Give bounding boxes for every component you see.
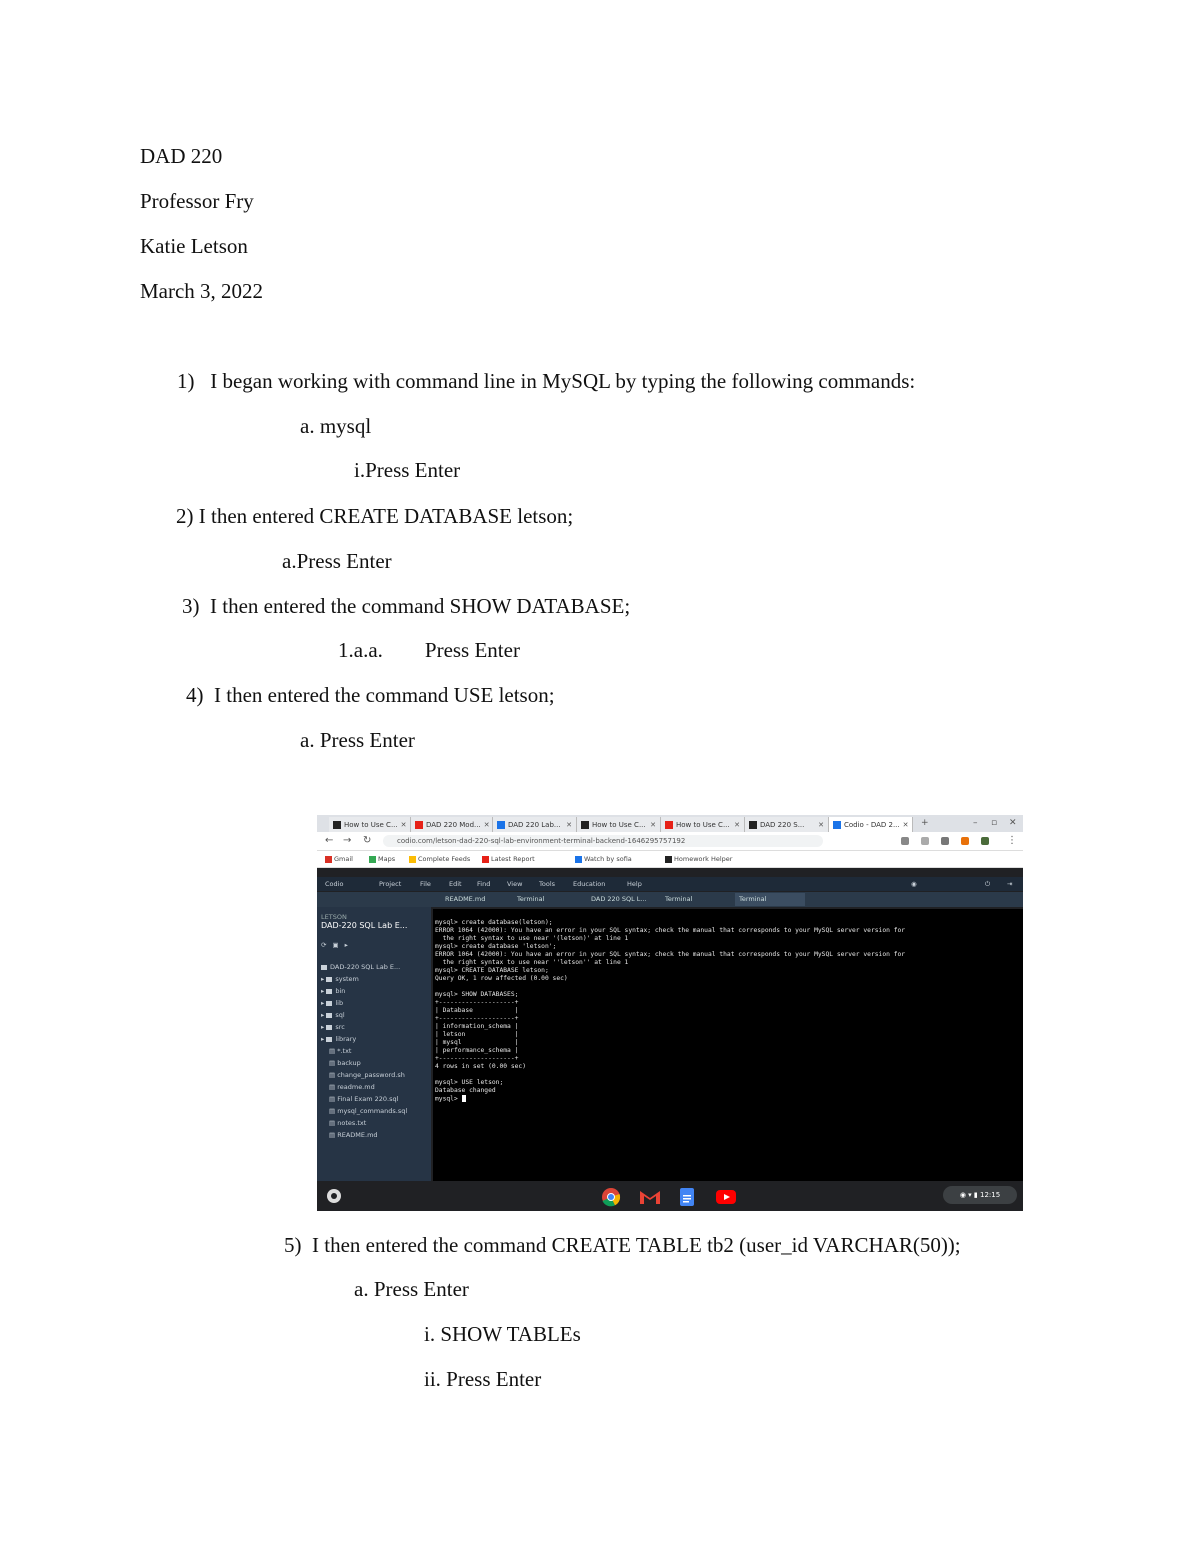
folder-icon <box>326 1037 332 1042</box>
step-1a: a. mysql <box>300 414 372 438</box>
close-icon[interactable]: ✕ <box>734 820 740 829</box>
close-icon[interactable]: ✕ <box>483 820 490 829</box>
tree-item[interactable]: ▸ sql <box>321 1011 345 1019</box>
tree-item[interactable] <box>329 1047 351 1055</box>
close-icon[interactable]: ✕ <box>902 820 909 829</box>
tree-label: Final Exam 220.sql <box>337 1095 399 1103</box>
tree-item[interactable] <box>329 1107 407 1115</box>
tree-item[interactable]: ▸ library <box>321 1035 357 1043</box>
step-5a-ii: ii. Press Enter <box>424 1367 542 1391</box>
terminal-line: mysql> SHOW DATABASES; <box>435 991 519 998</box>
close-window-icon[interactable]: ✕ <box>1009 818 1017 828</box>
maximize-icon[interactable]: ▫ <box>991 818 998 828</box>
folder-icon <box>326 977 332 982</box>
step-3: 3) I then entered the command SHOW DATABASE; <box>182 594 631 618</box>
codio-icon <box>333 821 341 829</box>
terminal-line: mysql> CREATE DATABASE letson; <box>435 967 549 974</box>
address-bar-row <box>317 832 1023 851</box>
logout-icon[interactable]: ⇥ <box>1007 880 1013 888</box>
bookmark[interactable] <box>325 855 353 863</box>
bookmark-label: Latest Report <box>491 855 535 863</box>
terminal-line: +--------------------+ <box>435 1055 519 1062</box>
terminal-line: +--------------------+ <box>435 1015 519 1022</box>
tree-item[interactable] <box>329 1059 361 1067</box>
file-icon: ▤ <box>329 1047 338 1055</box>
ide-tab[interactable]: Terminal <box>513 893 548 906</box>
tree-label: change_password.sh <box>337 1071 405 1079</box>
browser-tab-active[interactable] <box>829 817 913 832</box>
terminal-line: the right syntax to use near '(letson)' at line 1 <box>435 935 629 942</box>
tree-label: bin <box>335 987 346 995</box>
document-date: March 3, 2022 <box>140 279 264 303</box>
file-icon: ▤ <box>329 1059 338 1067</box>
close-icon[interactable]: ✕ <box>566 820 572 829</box>
terminal-line: 4 rows in set (0.00 sec) <box>435 1063 526 1070</box>
browser-tab-bar <box>317 815 1023 832</box>
tree-label: library <box>335 1035 357 1043</box>
menu-item[interactable]: Edit <box>449 880 462 888</box>
step-5a-i: i. SHOW TABLEs <box>424 1322 581 1346</box>
tree-label: src <box>335 1023 345 1031</box>
bookmark-label: Gmail <box>334 855 353 863</box>
step-2a: a.Press Enter <box>282 549 392 573</box>
terminal-line: the right syntax to use near ''letson'' at line 1 <box>435 959 629 966</box>
folder-icon <box>326 1013 332 1018</box>
file-icon: ▤ <box>329 1095 338 1103</box>
tree-item[interactable] <box>329 1083 375 1091</box>
tree-item[interactable]: ▸ bin <box>321 987 346 995</box>
browser-tab[interactable] <box>411 817 493 832</box>
clock: 12:15 <box>979 1191 1001 1199</box>
file-tree-sidebar <box>317 907 431 1181</box>
terminal-line: | information_schema | <box>435 1023 519 1030</box>
tree-item[interactable] <box>321 963 400 971</box>
ide-tab-active[interactable]: Terminal <box>735 893 805 906</box>
menu-item[interactable]: Find <box>477 880 491 888</box>
terminal-prompt[interactable] <box>435 1095 466 1104</box>
close-icon[interactable]: ✕ <box>818 820 824 829</box>
project-label: LETSON <box>321 913 347 921</box>
extension-icon[interactable] <box>961 837 969 845</box>
codio-icon <box>749 821 757 829</box>
forward-icon[interactable]: → <box>343 835 352 846</box>
course-title: DAD 220 <box>140 144 223 168</box>
ide-menu-bar <box>317 877 1023 891</box>
extension-icon[interactable] <box>941 837 949 845</box>
ide-tab[interactable]: README.md <box>441 893 489 906</box>
tree-item[interactable] <box>329 1119 366 1127</box>
tree-item[interactable] <box>329 1131 378 1139</box>
maps-icon <box>369 856 376 863</box>
prompt-text: mysql> <box>435 1095 462 1103</box>
step-1a-i: i.Press Enter <box>354 458 461 482</box>
menu-item[interactable]: Tools <box>539 880 556 888</box>
tree-item[interactable]: ▸ lib <box>321 999 344 1007</box>
chrome-icon[interactable] <box>601 1187 621 1207</box>
tree-label: system <box>335 975 359 983</box>
terminal-line: | performance_schema | <box>435 1047 519 1054</box>
browser-tab[interactable] <box>745 817 829 832</box>
text-cursor <box>462 1095 466 1102</box>
tree-label: DAD-220 SQL Lab E... <box>330 963 401 971</box>
tree-item[interactable]: ▸ system <box>321 975 359 983</box>
project-title: DAD-220 SQL Lab E... <box>321 921 408 930</box>
bookmark[interactable] <box>482 855 535 863</box>
tab-label: How to Use C... <box>592 820 646 829</box>
bookmark-icon <box>575 856 582 863</box>
file-icon: ▤ <box>329 1071 338 1079</box>
tab-label: DAD 220 S... <box>760 820 805 829</box>
tree-label: README.md <box>337 1131 378 1139</box>
folder-icon <box>326 1025 332 1030</box>
terminal-line: | mysql | <box>435 1039 519 1046</box>
terminal-line: ERROR 1064 (42000): You have an error in your SQL syntax; check the manual that corresponds to your MySQL server version for <box>435 927 906 934</box>
file-icon: ▤ <box>329 1131 338 1139</box>
extension-icon[interactable] <box>981 837 989 845</box>
site-icon <box>833 821 841 829</box>
url-input[interactable]: codio.com/letson-dad-220-sql-lab-environment-terminal-backend-1646295757192 <box>383 835 823 847</box>
menu-item[interactable]: File <box>420 880 431 888</box>
student-name: Katie Letson <box>140 234 248 258</box>
file-icon: ▤ <box>329 1119 338 1127</box>
star-icon[interactable] <box>901 837 909 845</box>
codio-icon <box>581 821 589 829</box>
tree-item[interactable]: ▸ src <box>321 1023 345 1031</box>
terminal-line: Database changed <box>435 1087 496 1094</box>
tree-item[interactable] <box>329 1071 405 1079</box>
tree-label: sql <box>335 1011 345 1019</box>
menu-item[interactable]: Education <box>573 880 606 888</box>
step-3a: 1.a.a. Press Enter <box>338 638 520 662</box>
terminal-output[interactable] <box>433 909 1023 1181</box>
bookmark-icon <box>482 856 489 863</box>
embedded-screenshot <box>317 815 1023 1211</box>
menu-item[interactable]: Project <box>379 880 402 888</box>
back-icon[interactable]: ← <box>325 835 334 846</box>
step-5: 5) I then entered the command CREATE TABLE tb2 (user_id VARCHAR(50)); <box>284 1233 961 1257</box>
bookmark-icon <box>409 856 416 863</box>
launcher-icon[interactable] <box>327 1189 341 1203</box>
professor-name: Professor Fry <box>140 189 254 213</box>
youtube-icon <box>665 821 673 829</box>
extension-icon[interactable] <box>921 837 929 845</box>
bookmark-label: Complete Feeds <box>418 855 471 863</box>
tab-label: Codio - DAD 2... <box>844 820 900 829</box>
gmail-icon[interactable] <box>639 1189 661 1205</box>
tree-item[interactable] <box>329 1095 398 1103</box>
tab-label: DAD 220 Lab... <box>508 820 561 829</box>
tree-label: backup <box>337 1059 361 1067</box>
tab-label: DAD 220 Mod... <box>426 820 481 829</box>
gmail-icon <box>325 856 332 863</box>
step-2: 2) I then entered CREATE DATABASE letson; <box>176 504 574 528</box>
folder-icon <box>321 965 327 970</box>
tree-label: notes.txt <box>337 1119 367 1127</box>
bookmark[interactable] <box>409 855 470 863</box>
step-4a: a. Press Enter <box>300 728 415 752</box>
step-5a: a. Press Enter <box>354 1277 469 1301</box>
bookmark-label: Maps <box>378 855 396 863</box>
close-icon[interactable]: ✕ <box>400 820 407 829</box>
step-4: 4) I then entered the command USE letson; <box>186 683 555 707</box>
terminal-line: | letson | <box>435 1031 519 1038</box>
minimize-icon[interactable]: – <box>973 818 978 828</box>
youtube-icon[interactable] <box>715 1189 737 1205</box>
folder-icon <box>326 989 332 994</box>
sidebar-toolbar[interactable]: ⟳▣▸ <box>321 941 354 949</box>
terminal-line: mysql> create database 'letson'; <box>435 943 557 950</box>
youtube-icon <box>415 821 423 829</box>
file-icon: ▤ <box>329 1083 338 1091</box>
site-icon <box>497 821 505 829</box>
bookmark-label: Homework Helper <box>674 855 733 863</box>
terminal-line: +--------------------+ <box>435 999 519 1006</box>
new-tab-icon[interactable]: + <box>921 818 929 828</box>
tree-label: readme.md <box>337 1083 375 1091</box>
tab-label: How to Use C... <box>344 820 398 829</box>
menu-item[interactable]: View <box>507 880 523 888</box>
ide-tab[interactable]: Terminal <box>661 893 696 906</box>
terminal-line: Query OK, 1 row affected (0.00 sec) <box>435 975 568 982</box>
browser-tab[interactable] <box>577 817 661 832</box>
bookmark[interactable] <box>665 855 732 863</box>
bookmark[interactable] <box>575 855 632 863</box>
terminal-line: mysql> USE letson; <box>435 1079 504 1086</box>
reload-icon[interactable]: ↻ <box>363 835 372 846</box>
tab-label: How to Use C... <box>676 820 730 829</box>
bookmark-label: Watch by sofia <box>584 855 632 863</box>
system-tray[interactable]: ◉ ▾ ▮ 12:15 <box>943 1186 1017 1204</box>
tree-label: *.txt <box>337 1047 352 1055</box>
file-icon: ▤ <box>329 1107 338 1115</box>
bookmark[interactable] <box>369 855 395 863</box>
tree-label: mysql_commands.sql <box>337 1107 408 1115</box>
bookmark-icon <box>665 856 672 863</box>
browser-tab[interactable] <box>661 817 745 832</box>
folder-icon <box>326 1001 332 1006</box>
docs-icon[interactable] <box>679 1187 695 1207</box>
menu-icon[interactable]: ⋮ <box>1007 835 1017 846</box>
power-icon[interactable]: ⏻ <box>985 880 991 888</box>
step-1: 1) I began working with command line in MySQL by typing the following commands: <box>177 369 916 393</box>
terminal-line: ERROR 1064 (42000): You have an error in your SQL syntax; check the manual that corresponds to your MySQL server version for <box>435 951 906 958</box>
browser-tab[interactable] <box>493 817 577 832</box>
ide-tab-bar <box>317 892 1023 907</box>
os-shelf <box>317 1181 1023 1211</box>
tree-label: lib <box>335 999 344 1007</box>
close-icon[interactable]: ✕ <box>650 820 656 829</box>
terminal-line: mysql> create database(letson); <box>435 919 553 926</box>
menu-item[interactable]: Codio <box>325 880 344 888</box>
ide-tab[interactable]: DAD 220 SQL L... <box>587 893 651 906</box>
browser-tab[interactable] <box>329 817 411 832</box>
terminal-line: | Database | <box>435 1007 519 1014</box>
bookmarks-bar <box>317 851 1023 868</box>
phone-icon[interactable]: ◉ <box>911 880 917 888</box>
menu-item[interactable]: Help <box>627 880 642 888</box>
